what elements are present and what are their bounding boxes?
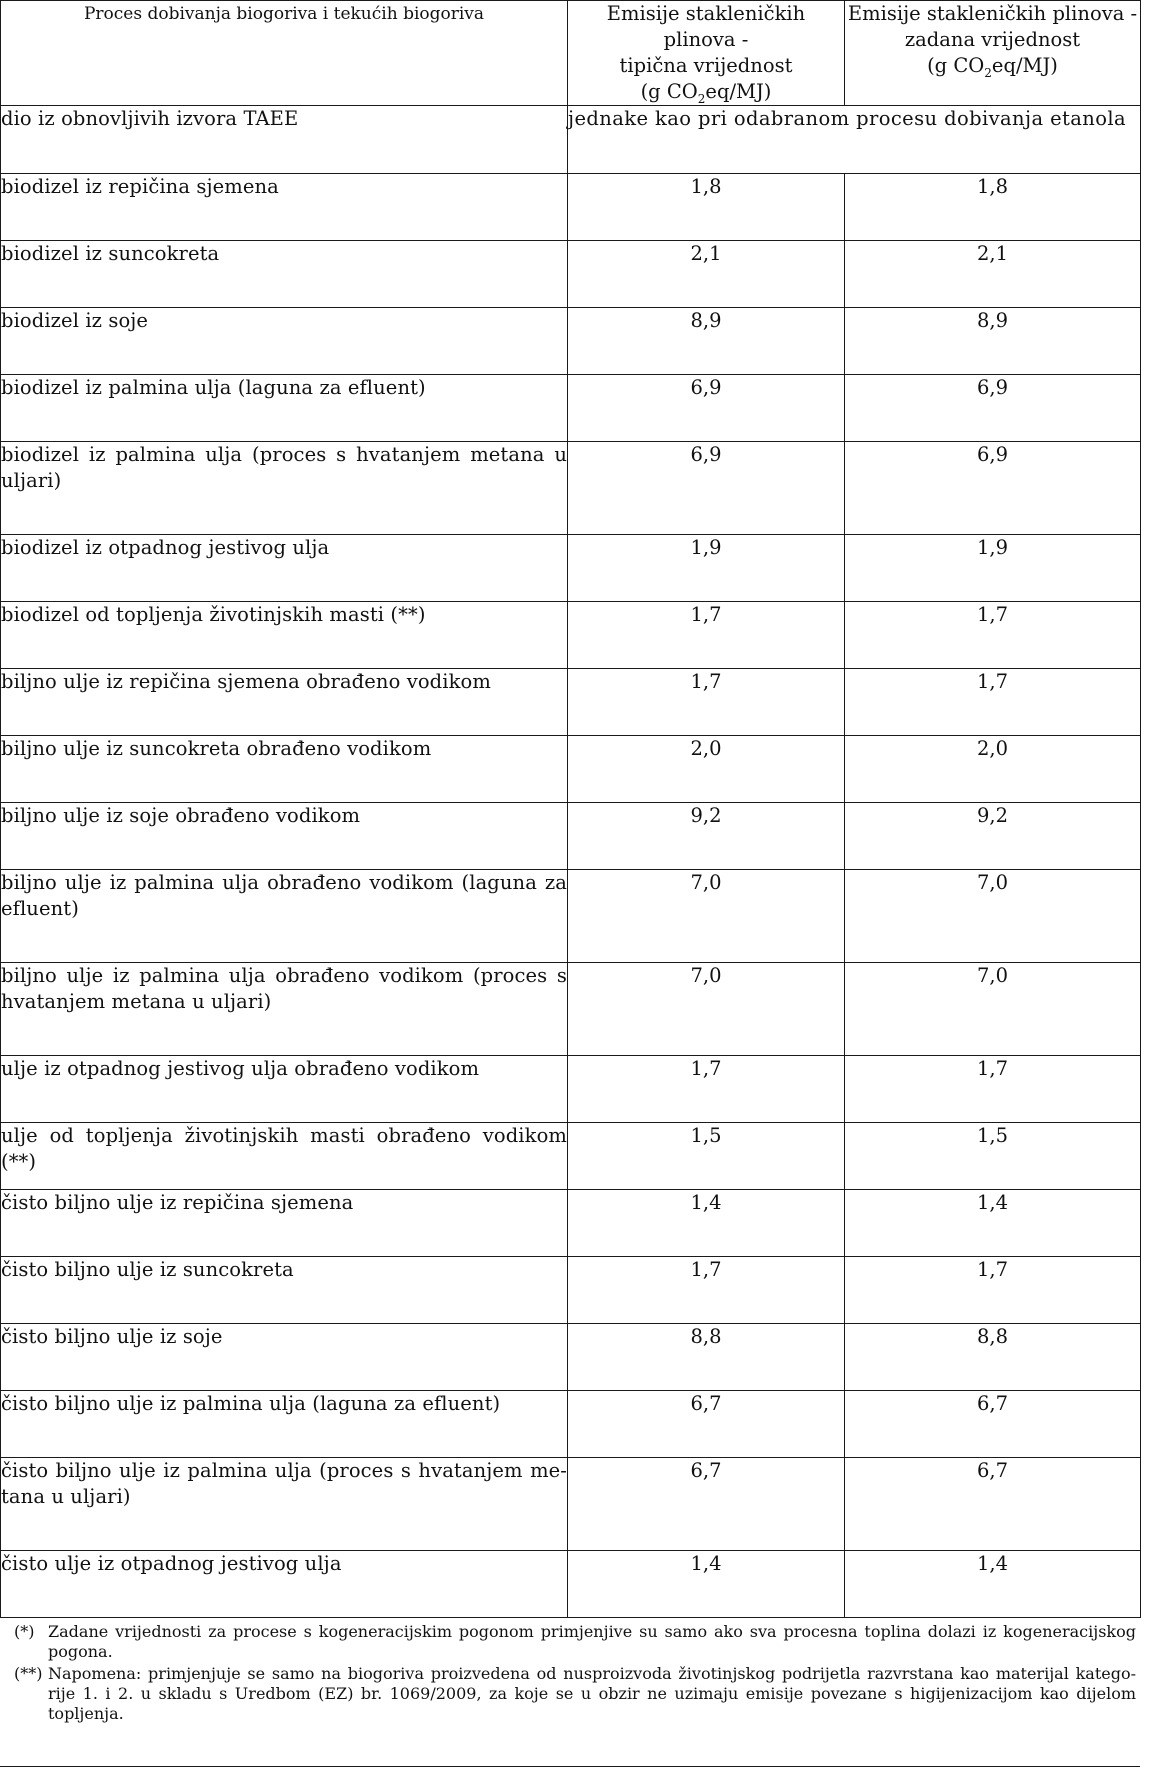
table-row <box>1 1551 1141 1618</box>
header-typical-line1: Emisije stakleničkih plinova - <box>606 2 806 51</box>
default-value-cell: 6,9 <box>845 375 1141 442</box>
default-value-cell: 6,7 <box>845 1391 1141 1458</box>
row-label: biljno ulje iz soje obrađeno vodikom <box>1 803 568 870</box>
default-value-cell: 6,7 <box>845 1458 1141 1551</box>
default-value-cell: 1,4 <box>845 1190 1141 1257</box>
row-label: dio iz obnovljivih izvora TAEE <box>1 106 568 174</box>
header-default-line2: zadana vrijednost <box>904 28 1081 51</box>
table-body <box>1 106 1141 1618</box>
typical-value-cell: 1,8 <box>568 174 845 241</box>
table-row <box>1 1190 1141 1257</box>
default-value-cell: 1,5 <box>845 1123 1141 1190</box>
default-value-cell: 1,7 <box>845 1257 1141 1324</box>
row-label: biodizel iz palmina ulja (laguna za efluent) <box>1 375 568 442</box>
table-row <box>1 602 1141 669</box>
typical-value-cell: 2,0 <box>568 736 845 803</box>
typical-value-cell: 8,8 <box>568 1324 845 1391</box>
row-label: čisto biljno ulje iz palmina ulja (laguna za efluent) <box>1 1391 568 1458</box>
default-value-cell: 9,2 <box>845 803 1141 870</box>
row-label: biodizel od topljenja životinjskih masti (**) <box>1 602 568 669</box>
table-row <box>1 803 1141 870</box>
header-default-subscript: 2 <box>984 65 992 80</box>
row-label: ulje iz otpadnog jestivog ulja obrađeno vodikom <box>1 1056 568 1123</box>
typical-value-cell: 7,0 <box>568 963 845 1056</box>
row-label: biljno ulje iz palmina ulja obrađeno vodikom (proces s hvatanjem metana u uljari) <box>1 963 568 1056</box>
table-row <box>1 1056 1141 1123</box>
default-value-cell: 1,9 <box>845 535 1141 602</box>
bottom-rule <box>0 1766 1140 1767</box>
typical-value-cell: 8,9 <box>568 308 845 375</box>
default-value-cell: 1,7 <box>845 669 1141 736</box>
header-process: Proces dobivanja biogoriva i tekućih biogoriva <box>1 1 568 106</box>
row-label: biodizel iz soje <box>1 308 568 375</box>
header-typical-line2: tipična vrijednost <box>619 54 793 77</box>
default-value-cell: 8,8 <box>845 1324 1141 1391</box>
table-row <box>1 1324 1141 1391</box>
typical-value-cell: 1,9 <box>568 535 845 602</box>
typical-value-cell: 1,7 <box>568 602 845 669</box>
table-row <box>1 174 1141 241</box>
row-label: čisto ulje iz otpadnog jestivog ulja <box>1 1551 568 1618</box>
default-value-cell: 2,0 <box>845 736 1141 803</box>
table-row <box>1 1458 1141 1551</box>
header-typical-unit: (g CO <box>640 80 698 103</box>
row-label: biljno ulje iz suncokreta obrađeno vodikom <box>1 736 568 803</box>
typical-value-cell: 1,7 <box>568 1056 845 1123</box>
table-row <box>1 375 1141 442</box>
default-value-cell: 7,0 <box>845 963 1141 1056</box>
typical-value-cell: 6,7 <box>568 1458 845 1551</box>
row-label: čisto biljno ulje iz soje <box>1 1324 568 1391</box>
typical-value-cell: 6,9 <box>568 442 845 535</box>
row-label: biljno ulje iz repičina sjemena obrađeno vodikom <box>1 669 568 736</box>
typical-value-cell: 1,7 <box>568 669 845 736</box>
typical-value-cell: 6,9 <box>568 375 845 442</box>
typical-value-cell: 9,2 <box>568 803 845 870</box>
footnote <box>0 1664 1140 1724</box>
row-label: ulje od topljenja životinjskih masti obrađeno vodikom (**) <box>1 1123 568 1190</box>
typical-value-cell: 2,1 <box>568 241 845 308</box>
footnotes <box>0 1622 1140 1726</box>
row-label: čisto biljno ulje iz repičina sjemena <box>1 1190 568 1257</box>
table-row-span <box>1 106 1141 174</box>
typical-value-cell: 1,7 <box>568 1257 845 1324</box>
header-default-line1: Emisije stakleničkih plinova - <box>847 2 1138 25</box>
default-value-cell: 2,1 <box>845 241 1141 308</box>
default-value-cell: 8,9 <box>845 308 1141 375</box>
row-label: biodizel iz suncokreta <box>1 241 568 308</box>
footnote-mark: (*) <box>14 1622 35 1641</box>
header-default-unit: (g CO <box>927 54 985 77</box>
footnote-text: Napomena: primjenjuje se samo na biogoriva proizvedena od nusproizvoda životinjskog podrijetla razvrstana kao materijal katego-rije 1. i 2. u skladu s Uredbom (EZ) br. 1069/2009, za koje se u obzir ne uzimaju emisije povezane s higijenizacijom kao dijelom topljenja. <box>48 1664 1136 1723</box>
row-label: biodizel iz repičina sjemena <box>1 174 568 241</box>
table-row <box>1 1123 1141 1190</box>
row-label: biodizel iz palmina ulja (proces s hvatanjem metana u uljari) <box>1 442 568 535</box>
typical-value-cell: 1,4 <box>568 1190 845 1257</box>
header-typical-subscript: 2 <box>697 91 706 106</box>
typical-value-cell: 1,4 <box>568 1551 845 1618</box>
typical-value-cell: 1,5 <box>568 1123 845 1190</box>
row-label: čisto biljno ulje iz suncokreta <box>1 1257 568 1324</box>
table-header-row <box>1 1 1141 106</box>
table-row <box>1 1391 1141 1458</box>
table-row <box>1 535 1141 602</box>
default-value-cell: 7,0 <box>845 870 1141 963</box>
table-row <box>1 736 1141 803</box>
default-value-cell: 1,7 <box>845 602 1141 669</box>
default-value-cell: 1,4 <box>845 1551 1141 1618</box>
header-typical-unit-end: eq/MJ) <box>705 80 772 103</box>
header-default-unit-end: eq/MJ) <box>991 54 1058 77</box>
row-span-value: jednake kao pri odabranom procesu dobivanja etanola <box>568 106 1141 174</box>
typical-value-cell: 6,7 <box>568 1391 845 1458</box>
table-row <box>1 963 1141 1056</box>
row-label: biljno ulje iz palmina ulja obrađeno vodikom (laguna za efluent) <box>1 870 568 963</box>
footnote-mark: (**) <box>14 1664 43 1683</box>
header-typical-value <box>568 1 845 106</box>
row-label: čisto biljno ulje iz palmina ulja (proces s hvatanjem me-tana u uljari) <box>1 1458 568 1551</box>
table-row <box>1 870 1141 963</box>
footnote-text: Zadane vrijednosti za procese s kogeneracijskim pogonom primjenjive su samo ako sva procesna toplina dolazi iz kogeneracijskog pogona. <box>48 1622 1136 1661</box>
header-default-value <box>845 1 1141 106</box>
default-value-cell: 1,8 <box>845 174 1141 241</box>
table-row <box>1 442 1141 535</box>
table-row <box>1 669 1141 736</box>
row-label: biodizel iz otpadnog jestivog ulja <box>1 535 568 602</box>
default-value-cell: 6,9 <box>845 442 1141 535</box>
table-row <box>1 241 1141 308</box>
table-row <box>1 308 1141 375</box>
typical-value-cell: 7,0 <box>568 870 845 963</box>
default-value-cell: 1,7 <box>845 1056 1141 1123</box>
footnote <box>0 1622 1140 1662</box>
table-row <box>1 1257 1141 1324</box>
